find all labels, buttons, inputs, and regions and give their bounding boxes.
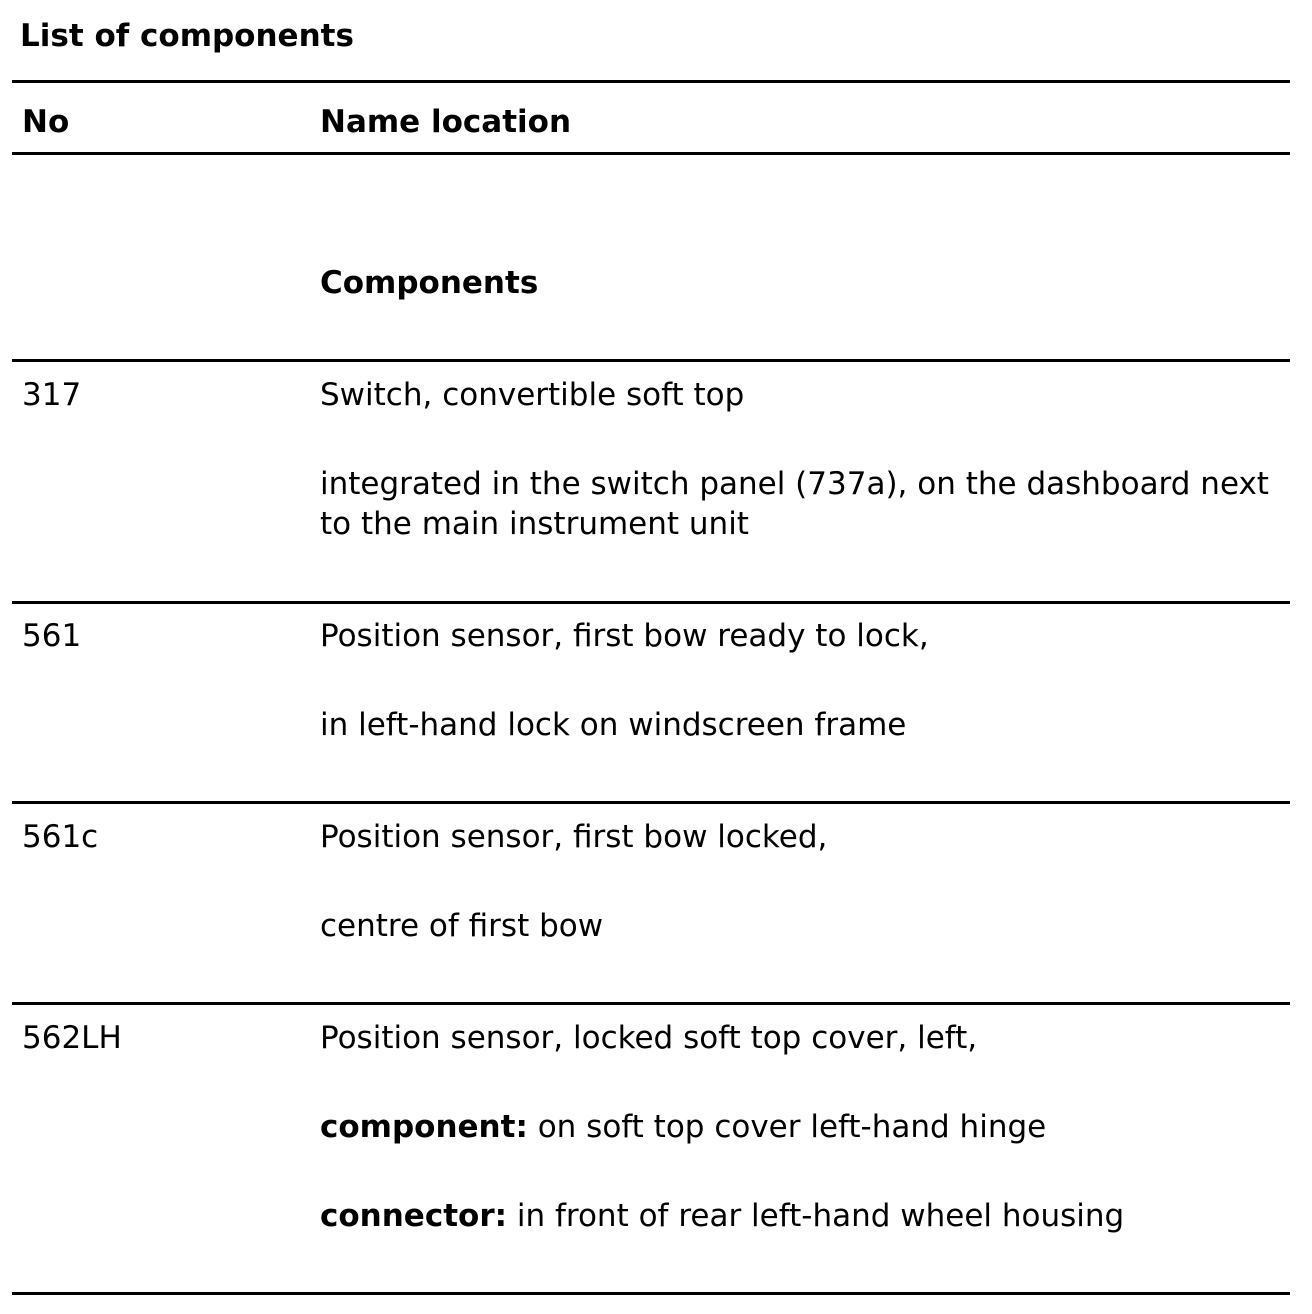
row-561c-location: centre of first bow <box>320 908 604 944</box>
row-562lh-connector <box>320 1196 1124 1236</box>
header-rule <box>12 152 1290 155</box>
connector-label: connector: <box>320 1198 508 1234</box>
component-label: component: <box>320 1109 528 1145</box>
header-name-location: Name location <box>320 104 572 140</box>
row-561-name: Position sensor, first bow ready to lock, <box>320 618 929 654</box>
row-562lh-component <box>320 1107 1046 1147</box>
bottom-rule <box>12 1292 1290 1295</box>
row-317-name: Switch, convertible soft top <box>320 377 745 413</box>
header-no: No <box>22 104 70 140</box>
row-561c-name: Position sensor, first bow locked, <box>320 819 828 855</box>
row-rule-3 <box>12 1002 1290 1005</box>
connector-text: in front of rear left-hand wheel housing <box>507 1198 1125 1234</box>
row-561c-no: 561c <box>22 819 99 855</box>
row-rule-2 <box>12 801 1290 804</box>
component-text: on soft top cover left-hand hinge <box>527 1109 1047 1145</box>
row-562lh-name: Position sensor, locked soft top cover, left, <box>320 1020 978 1056</box>
row-317-no: 317 <box>22 377 82 413</box>
top-rule <box>12 80 1290 83</box>
section-rule <box>12 359 1290 362</box>
section-label: Components <box>320 265 539 301</box>
row-rule-1 <box>12 601 1290 604</box>
row-562lh-no: 562LH <box>22 1020 122 1056</box>
row-317-location-text: integrated in the switch panel (737a), on the dashboard next to the main instrument unit <box>320 466 1269 542</box>
document-title: List of components <box>20 18 354 54</box>
row-561-no: 561 <box>22 618 82 654</box>
row-317-location <box>320 464 1280 544</box>
row-561-location: in left-hand lock on windscreen frame <box>320 707 907 743</box>
